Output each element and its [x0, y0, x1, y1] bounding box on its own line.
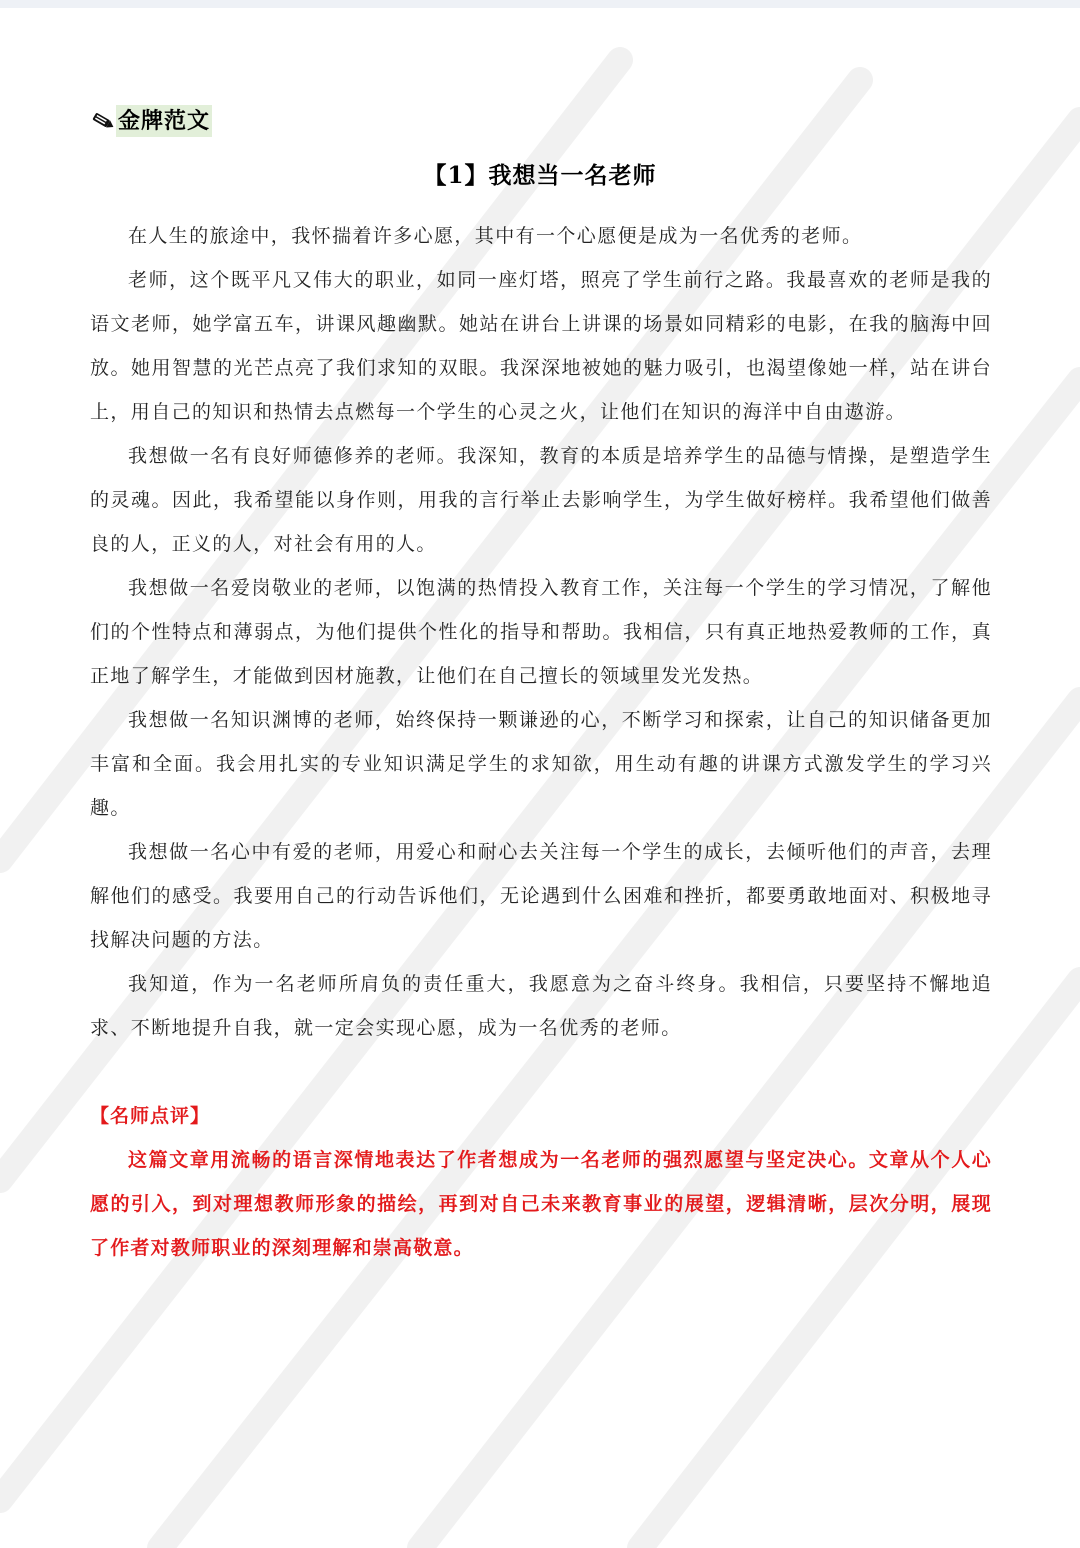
- essay-paragraph: 我想做一名心中有爱的老师，用爱心和耐心去关注每一个学生的成长，去倾听他们的声音，去理解他们的感受。我要用自己的行动告诉他们，无论遇到什么困难和挫折，都要勇敢地面对、积极地寻找解决问题的方法。: [90, 841, 992, 951]
- essay-body: [90, 214, 992, 1050]
- review-text: 这篇文章用流畅的语言深情地表达了作者想成为一名老师的强烈愿望与坚定决心。文章从个人心愿的引入，到对理想教师形象的描绘，再到对自己未来教育事业的展望，逻辑清晰，层次分明，展现了作者对教师职业的深刻理解和崇高敬意。: [90, 1149, 992, 1259]
- section-tag-label: 金牌范文: [116, 105, 212, 137]
- essay-paragraph: 我想做一名爱岗敬业的老师，以饱满的热情投入教育工作，关注每一个学生的学习情况，了解他们的个性特点和薄弱点，为他们提供个性化的指导和帮助。我相信，只有真正地热爱教师的工作，真正地了解学生，才能做到因材施教，让他们在自己擅长的领域里发光发热。: [90, 577, 992, 687]
- essay-title: 【1】我想当一名老师: [423, 162, 657, 189]
- essay-paragraph: 在人生的旅途中，我怀揣着许多心愿，其中有一个心愿便是成为一名优秀的老师。: [128, 225, 863, 247]
- essay-paragraph: 老师，这个既平凡又伟大的职业，如同一座灯塔，照亮了学生前行之路。我最喜欢的老师是我的语文老师，她学富五车，讲课风趣幽默。她站在讲台上讲课的场景如同精彩的电影，在我的脑海中回放。她用智慧的光芒点亮了我们求知的双眼。我深深地被她的魅力吸引，也渴望像她一样，站在讲台上，用自己的知识和热情去点燃每一个学生的心灵之火，让他们在知识的海洋中自由遨游。: [90, 269, 992, 423]
- essay-paragraph: 我想做一名有良好师德修养的老师。我深知，教育的本质是培养学生的品德与情操，是塑造学生的灵魂。因此，我希望能以身作则，用我的言行举止去影响学生，为学生做好榜样。我希望他们做善良的人，正义的人，对社会有用的人。: [90, 445, 992, 555]
- section-tag: [90, 104, 212, 138]
- top-edge-strip: [0, 0, 1080, 8]
- essay-paragraph: 我想做一名知识渊博的老师，始终保持一颗谦逊的心，不断学习和探索，让自己的知识储备更加丰富和全面。我会用扎实的专业知识满足学生的求知欲，用生动有趣的讲课方式激发学生的学习兴趣。: [90, 709, 992, 819]
- pencil-icon: [90, 110, 116, 132]
- essay-paragraph: 我知道，作为一名老师所肩负的责任重大，我愿意为之奋斗终身。我相信，只要坚持不懈地追求、不断地提升自我，就一定会实现心愿，成为一名优秀的老师。: [90, 973, 992, 1039]
- review-heading: 【名师点评】: [90, 1105, 211, 1127]
